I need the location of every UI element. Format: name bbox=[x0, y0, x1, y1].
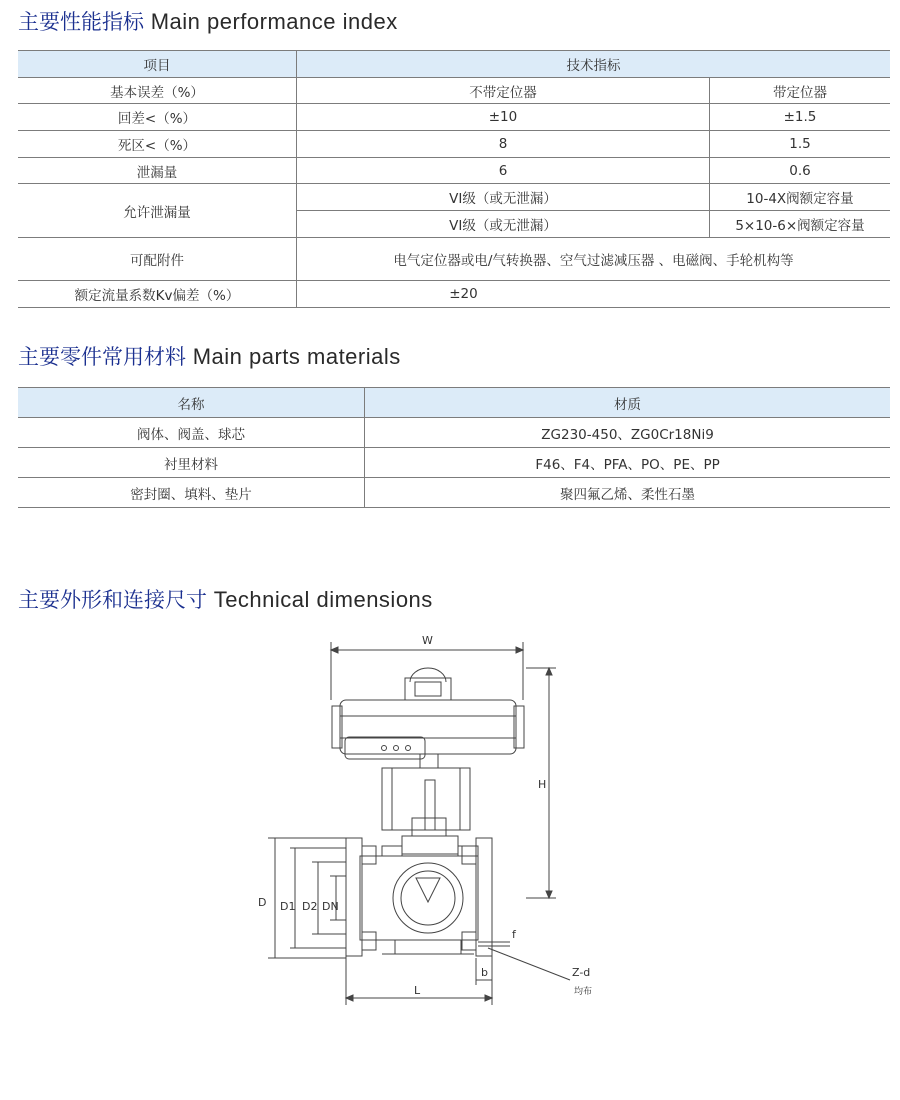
table-row bbox=[18, 131, 890, 158]
table-row bbox=[18, 104, 890, 131]
table-row bbox=[18, 448, 890, 478]
materials-section-title bbox=[18, 341, 401, 371]
dim-label-zd-note: 均布 bbox=[574, 987, 593, 997]
row-material: 聚四氟乙烯、柔性石墨 bbox=[365, 478, 890, 508]
table-header-row bbox=[18, 51, 890, 78]
performance-title-cn: 主要性能指标 bbox=[18, 10, 144, 34]
row-name: 密封圈、填料、垫片 bbox=[18, 478, 365, 508]
row-label: 基本误差（%） bbox=[18, 77, 297, 104]
row-value-b: ±1.5 bbox=[710, 104, 891, 131]
header-name: 名称 bbox=[18, 388, 365, 418]
performance-section-title bbox=[18, 6, 398, 36]
row-value-a: VI级（或无泄漏） bbox=[297, 211, 710, 238]
row-value-b: 5×10-6×阀额定容量 bbox=[710, 211, 891, 238]
materials-table bbox=[18, 387, 890, 508]
row-label: 额定流量系数Kv偏差（%） bbox=[18, 280, 297, 307]
dim-label-h: H bbox=[538, 778, 547, 791]
row-material: F46、F4、PFA、PO、PE、PP bbox=[365, 448, 890, 478]
dimensions-title-cn: 主要外形和连接尺寸 bbox=[18, 588, 207, 612]
performance-title-en: Main performance index bbox=[150, 9, 398, 34]
row-label: 死区<（%） bbox=[18, 131, 297, 158]
table-row bbox=[18, 77, 890, 104]
row-value-a: 6 bbox=[297, 157, 710, 184]
dim-label-d: D bbox=[258, 896, 267, 909]
header-item: 项目 bbox=[18, 51, 297, 78]
dim-label-d1: D1 bbox=[280, 900, 296, 913]
dim-label-d2: D2 bbox=[302, 900, 318, 913]
row-value-a: VI级（或无泄漏） bbox=[297, 184, 710, 211]
table-row bbox=[18, 184, 890, 211]
row-label: 可配附件 bbox=[18, 237, 297, 280]
dim-label-dn: DN bbox=[322, 900, 339, 913]
table-row bbox=[18, 418, 890, 448]
row-label: 回差<（%） bbox=[18, 104, 297, 131]
row-name: 阀体、阀盖、球芯 bbox=[18, 418, 365, 448]
row-value-b: 带定位器 bbox=[710, 77, 891, 104]
dim-label-l: L bbox=[414, 984, 421, 997]
row-value-a: 8 bbox=[297, 131, 710, 158]
table-row bbox=[18, 478, 890, 508]
row-name: 衬里材料 bbox=[18, 448, 365, 478]
row-value: ±20 bbox=[297, 280, 891, 307]
dimensions-title-en: Technical dimensions bbox=[213, 587, 433, 612]
dim-label-f: f bbox=[512, 928, 516, 941]
row-material: ZG230-450、ZG0Cr18Ni9 bbox=[365, 418, 890, 448]
dim-label-b: b bbox=[481, 966, 488, 979]
valve-dimension-drawing bbox=[0, 620, 900, 1040]
row-value-b: 0.6 bbox=[710, 157, 891, 184]
row-label: 泄漏量 bbox=[18, 157, 297, 184]
header-material: 材质 bbox=[365, 388, 890, 418]
row-label: 允许泄漏量 bbox=[18, 184, 297, 237]
table-row bbox=[18, 157, 890, 184]
table-row bbox=[18, 280, 890, 307]
dimensions-section-title bbox=[18, 584, 433, 614]
dim-label-w: W bbox=[422, 634, 433, 647]
header-spec: 技术指标 bbox=[297, 51, 891, 78]
row-value-b: 1.5 bbox=[710, 131, 891, 158]
dim-label-zd: Z-d bbox=[572, 966, 591, 979]
materials-title-en: Main parts materials bbox=[192, 344, 401, 369]
row-value: 电气定位器或电/气转换器、空气过滤减压器 、电磁阀、手轮机构等 bbox=[297, 237, 891, 280]
row-value-b: 10-4X阀额定容量 bbox=[710, 184, 891, 211]
row-value-a: 不带定位器 bbox=[297, 77, 710, 104]
materials-title-cn: 主要零件常用材料 bbox=[18, 345, 186, 369]
table-row bbox=[18, 237, 890, 280]
performance-table bbox=[18, 50, 890, 308]
row-value-a: ±10 bbox=[297, 104, 710, 131]
table-header-row bbox=[18, 388, 890, 418]
